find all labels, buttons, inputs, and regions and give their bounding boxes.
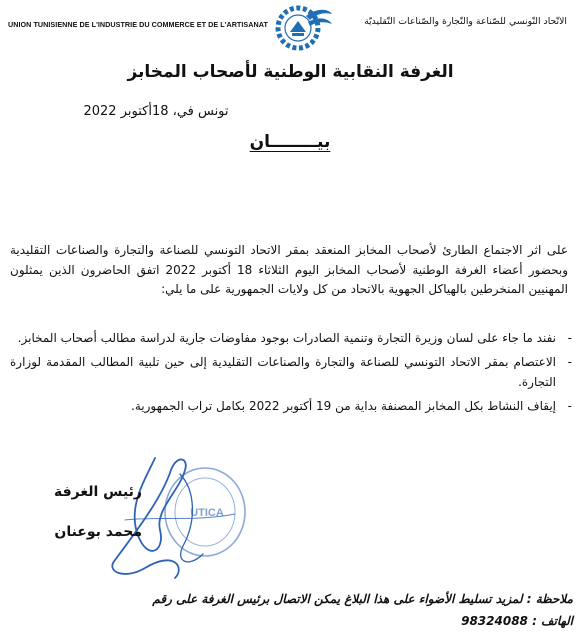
list-item bbox=[10, 328, 572, 348]
phone-number: 98324088 bbox=[461, 614, 528, 628]
list-item bbox=[10, 396, 572, 416]
decisions-list bbox=[10, 328, 572, 420]
decision-text: الاعتصام بمقر الاتحاد التونسي للصناعة والتجارة والصناعات التقليدية إلى حين تلبية المطالب المقدمة لوزارة التجارة. bbox=[10, 355, 556, 389]
contact-note bbox=[8, 588, 573, 632]
bullet-dash: - bbox=[567, 355, 572, 369]
org-name-arabic: الاتّحاد التّونسي للصّناعة والتّجارة والصّناعات التّقليديّة bbox=[364, 16, 567, 27]
org-name-french: UNION TUNISIENNE DE L'INDUSTRIE DU COMMERCE ET DE L'ARTISANAT bbox=[8, 20, 268, 29]
phone-line bbox=[8, 610, 573, 632]
svg-text:UTICA: UTICA bbox=[190, 507, 224, 519]
decision-text: نفند ما جاء على لسان وزيرة التجارة وتنمية الصادرات بوجود مفاوضات جارية لدراسة مطالب أصحاب المخابز. bbox=[17, 331, 556, 345]
official-stamp bbox=[85, 450, 275, 585]
utica-logo bbox=[272, 2, 334, 52]
bullet-dash: - bbox=[567, 399, 572, 413]
body-paragraph: على اثر الاجتماع الطارئ لأصحاب المخابز المنعقد بمقر الاتحاد التونسي للصناعة والتجارة والصناعات التقليدية وبحضور أعضاء الغرفة الوطنية لأصحاب المخابز اليوم الثلاثاء 18 أكتوبر 2022 اتفق الحاضرون الذين يمثلون المهنيين المنخرطين بالهياكل الجهوية بالاتحاد من كل ولايات الجمهورية على ما يلي: bbox=[10, 243, 568, 296]
signatory-title: رئيس الغرفة bbox=[53, 484, 142, 500]
note-text: ملاحظة : لمزيد تسليط الأضواء على هذا البلاغ يمكن الاتصال برئيس الغرفة على رقم bbox=[152, 592, 573, 606]
chamber-title: الغرفة النقابية الوطنية لأصحاب المخابز bbox=[127, 62, 454, 82]
date-line: تونس في، 18أكتوبر 2022 bbox=[83, 104, 229, 119]
statement-heading: بيــــــــان bbox=[249, 132, 331, 152]
decision-text: إيقاف النشاط بكل المخابز المصنفة بداية من 19 أكتوبر 2022 بكامل تراب الجمهورية. bbox=[131, 399, 556, 413]
bullet-dash: - bbox=[567, 331, 572, 345]
signatory-name: محمد بوعنان bbox=[54, 524, 142, 540]
phone-label: الهاتف : bbox=[532, 614, 573, 628]
list-item bbox=[10, 352, 572, 392]
